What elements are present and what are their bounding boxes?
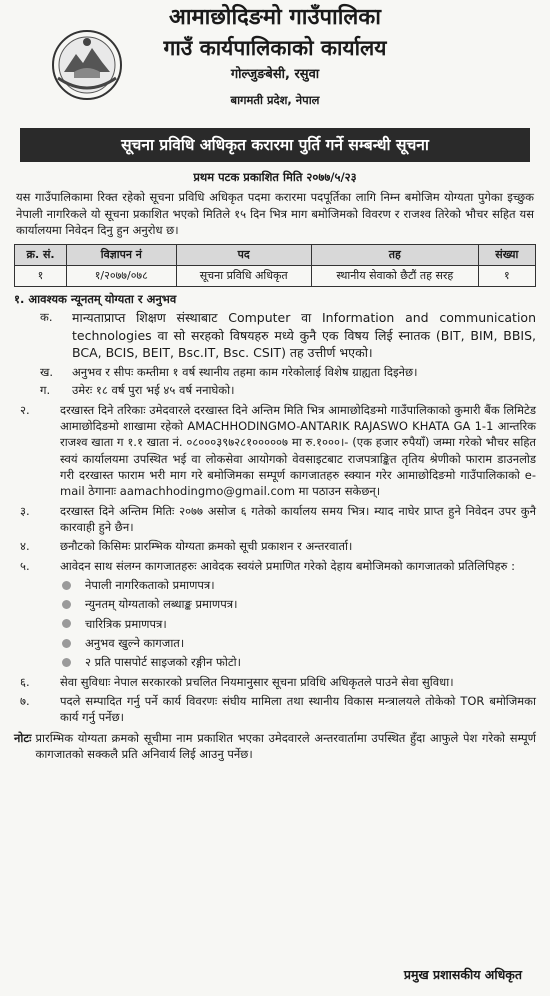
item-number: क.: [40, 309, 53, 324]
section-number: ४.: [20, 539, 30, 554]
section-text: सेवा सुविधाः नेपाल सरकारको प्रचलित नियमानुसार सूचना प्रविधि अधिकृतले पाउने सेवा सुविधा।: [60, 674, 454, 689]
col-header-post: पद: [176, 245, 311, 266]
section-4: [14, 538, 536, 554]
col-header-adv-no: विज्ञापन नं: [67, 245, 176, 266]
bullet-icon: [62, 619, 71, 628]
section-number: २.: [20, 402, 30, 417]
cell-adv-no: १/२०७७/०७८: [67, 265, 176, 286]
section-3: [14, 503, 536, 536]
section-number: ३.: [20, 503, 30, 518]
table-row: [15, 265, 536, 286]
intro-paragraph: यस गाउँपालिकामा रिक्त रहेको सूचना प्रविधि अधिकृत पदमा करारमा पदपूर्तिका लागि निम्न बमोजिम योग्यता पुगेका इच्छुक नेपाली नागरिकले यो सूचना प्रकाशित भएको मितिले १५ दिन भित्र माग बमोजिमको विवरण र राजश्व तिरेको भौचर सहित यस कार्यालयमा निवेदन दिनु हुन अनुरोध छ।: [16, 190, 534, 237]
province-name: बागमती प्रदेश, नेपाल: [230, 93, 320, 107]
col-header-sn: क्र. सं.: [15, 245, 67, 266]
bullet-icon: [62, 658, 71, 667]
section-text: छनौटको किसिमः प्रारम्भिक योग्यता क्रमको सूची प्रकाशन र अन्तरवार्ता।: [60, 539, 353, 554]
bullet-icon: [62, 600, 71, 609]
col-header-count: संख्या: [478, 245, 535, 266]
bullet-icon: [62, 581, 71, 590]
section-number: ७.: [20, 694, 30, 709]
item-number: ग.: [40, 383, 51, 398]
list-item: अनुभव खुल्ने कागजात।: [54, 635, 536, 651]
office-name: गाउँ कार्यपालिकाको कार्यालय: [163, 36, 387, 60]
section-number: ६.: [20, 674, 30, 689]
vacancy-table: [14, 244, 536, 286]
cell-post: सूचना प्रविधि अधिकृत: [176, 265, 311, 286]
table-header-row: [15, 245, 536, 266]
cell-level: स्थानीय सेवाको छैटौं तह सरह: [311, 265, 478, 286]
note-text: प्रारम्भिक योग्यता क्रमको सूचीमा नाम प्रकाशित भएका उमेदवारले अन्तरवार्तामा उपस्थित हुँदा आफुले पेश गरेको सम्पूर्ण कागजातको सक्कलै प्रति अनिवार्य लिई आउनु पर्नेछ।: [35, 730, 536, 761]
list-item: नेपाली नागरिकताको प्रमाणपत्र।: [54, 577, 536, 593]
letterhead: [14, 0, 536, 122]
section-2: [14, 402, 536, 500]
section-text: पदले सम्पादित गर्नु पर्ने कार्य विवरणः संघीय मामिला तथा स्थानीय विकास मन्त्रालयले तोकेको TOR बमोजिमका कार्य गर्नु पर्नेछ।: [60, 694, 536, 725]
section-5: [14, 558, 536, 574]
list-item: २ प्रति पासपोर्ट साइजको रङ्गीन फोटो।: [54, 654, 536, 670]
notice-title-banner: सूचना प्रविधि अधिकृत करारमा पुर्ति गर्ने सम्बन्धी सूचना: [20, 128, 530, 162]
cell-sn: १: [15, 265, 67, 286]
office-address: गोल्जुङबेसी, रसुवा: [230, 67, 320, 82]
list-item: चारित्रिक प्रमाणपत्र।: [54, 616, 536, 632]
municipality-name: आमाछोदिङमो गाउँपालिका: [169, 5, 381, 30]
note-label: नोटः: [14, 730, 32, 745]
section-6: [14, 674, 536, 690]
documents-list: [54, 577, 536, 671]
item-number: ख.: [40, 365, 54, 380]
age-item: [14, 382, 536, 398]
item-text: मान्यताप्राप्त शिक्षण संस्थाबाट Computer वा Information and communication technologies वा सो सरहको विषयहरु मध्ये कुनै एक विषय लिई स्नातक (BIT, BIM, BBIS, BCA, BCIS, BEIT, Bsc.IT, Bsc. CSIT) तह उत्तीर्ण भएको।: [72, 309, 536, 361]
bullet-icon: [62, 639, 71, 648]
item-text: उमेरः १८ वर्ष पुरा भई ४५ वर्ष ननाघेको।: [72, 383, 235, 398]
col-header-level: तह: [311, 245, 478, 266]
list-item: न्युनतम् योग्यताको लब्धाङ्क प्रमाणपत्र।: [54, 596, 536, 612]
section-text: दरखास्त दिने तरिकाः उमेदवारले दरखास्त दिने अन्तिम मिति भित्र आमाछोदिङमो गाउँपालिकाको कुमारी बैंक लिमिटेड आमाछोदिङमो शाखामा रहेको AMACHHODINGMO-ANTARIK RAJASWO KHATA GA 1-1 आन्तरिक राजश्व खाता ग १.१ खाता नं. ०८०००३९७२८१०००००७ मा रु.१०००।- (एक हजार रुपैयाँ) जम्मा गरेको भौचर सहित स्वयं कार्यालयमा उपस्थित भई वा लोकसेवा आयोगको वेवसाइटबाट राजपत्राङ्कित तृतिय श्रेणीको फाराम डाउनलोड गरी दरखास्त फाराम भरी माग गरे बमोजिमका सम्पूर्ण कागजातहरु स्क्यान गरेर आमाछोदिङमो गाउँपालिकाको e-mail ठेगानाः aamachhodingmo@gmail.com मा पठाउन सकेछन्।: [60, 402, 536, 499]
section-7: [14, 693, 536, 726]
signatory-title: प्रमुख प्रशासकीय अधिकृत: [403, 967, 522, 983]
publication-date: प्रथम पटक प्रकाशित मिति २०७७/५/२३: [193, 170, 357, 184]
section-1-title: १. आवश्यक न्यूनतम् योग्यता र अनुभव: [14, 291, 177, 306]
section-number: ५.: [20, 558, 30, 573]
section-text: आवेदन साथ संलग्न कागजातहरुः आवेदक स्वयंले प्रमाणित गरेको देहाय बमोजिमको कागजातको प्रतिलिपिहरु :: [60, 558, 515, 573]
item-text: अनुभव र सीपः कम्तीमा १ वर्ष स्थानीय तहमा काम गरेकोलाई विशेष ग्राह्यता दिइनेछ।: [72, 365, 418, 380]
note: [14, 730, 536, 763]
qualification-item: [14, 309, 536, 362]
experience-item: [14, 364, 536, 380]
cell-count: १: [478, 265, 535, 286]
section-text: दरखास्त दिने अन्तिम मितिः २०७७ असोज ६ गतेको कार्यालय समय भित्र। म्याद नाघेर प्राप्त हुने निवेदन उपर कुनै कारवाही हुने छैन।: [60, 503, 536, 535]
